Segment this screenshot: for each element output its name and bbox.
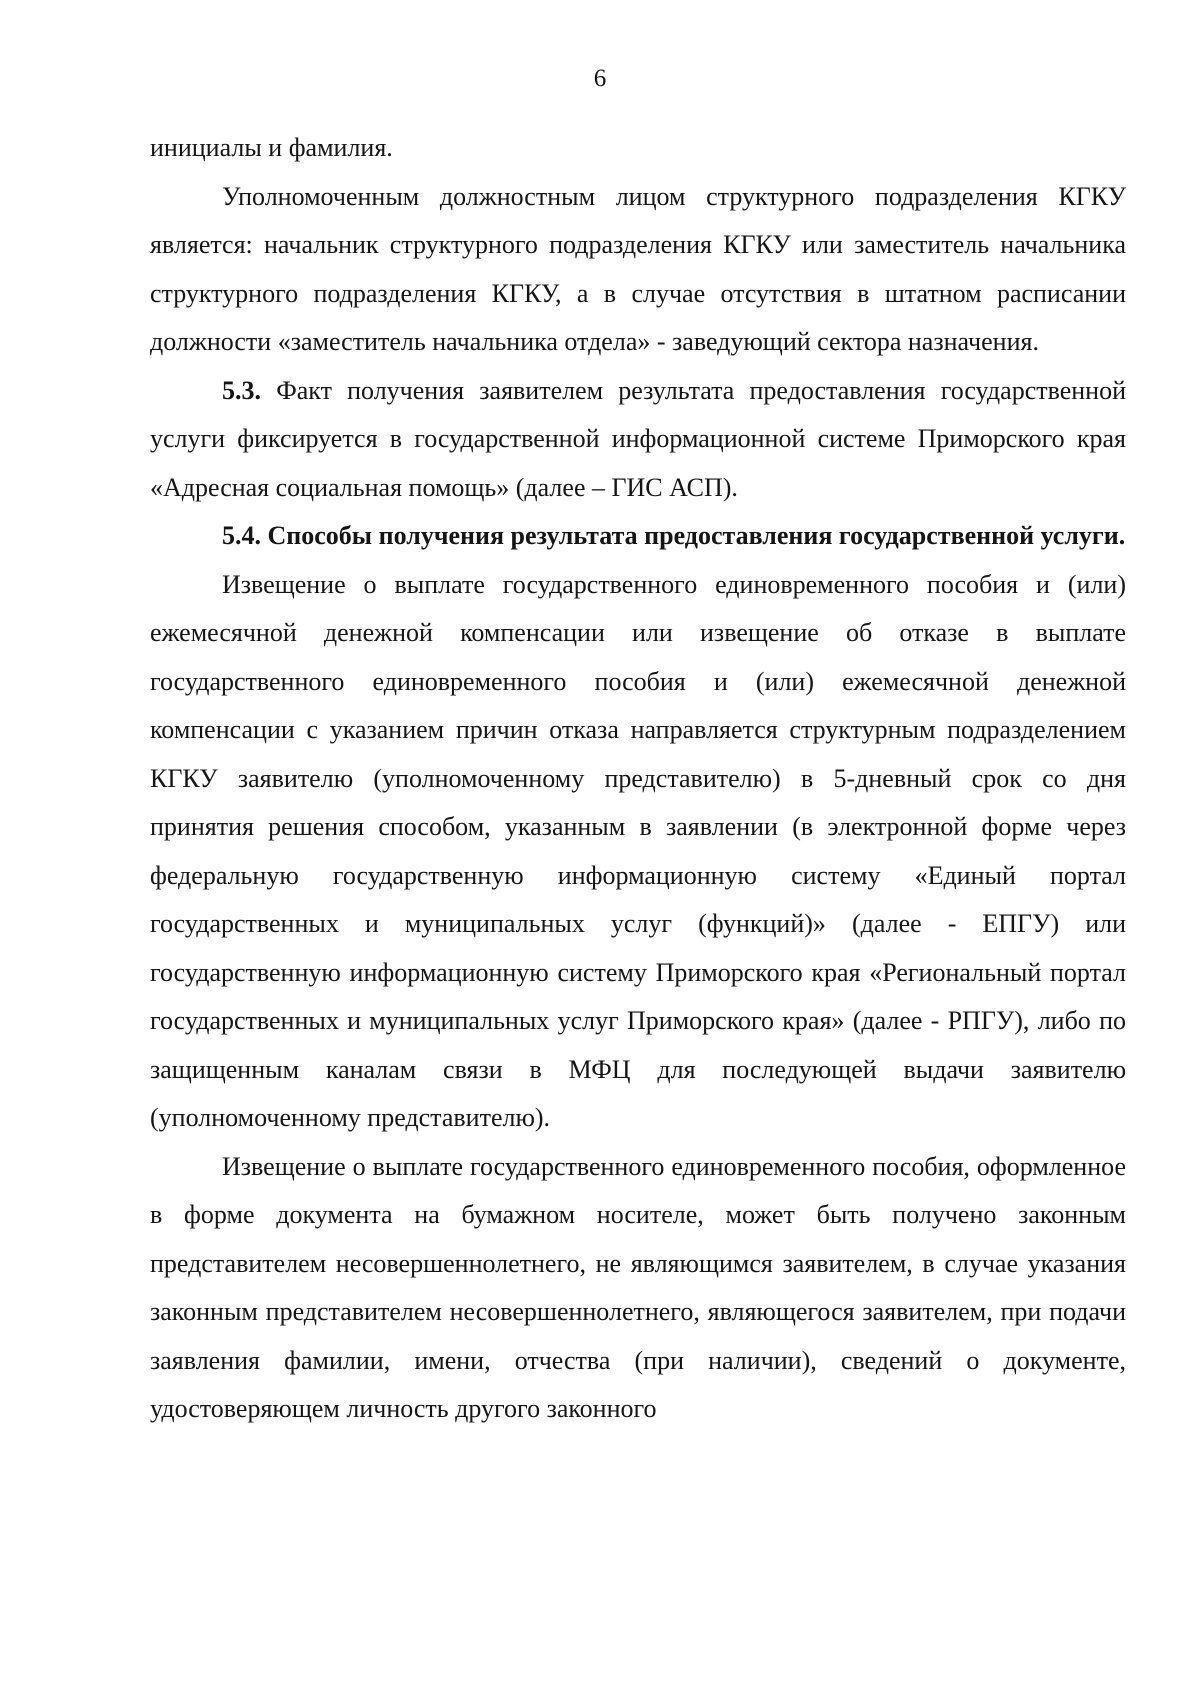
paragraph-notification-delivery: Извещение о выплате государственного единовременного пособия и (или) ежемесячной денежной компенсации или извещение об отказе в выплате государственного единовременного пособия и (или) ежемесячной денежной компенсации с указанием причин отказа направляется структурным подразделением КГКУ заявителю (уполномоченному представителю) в 5-дневный срок со дня принятия решения способом, указанным в заявлении (в электронной форме через федеральную государственную информационную систему «Единый портал государственных и муниципальных услуг (функций)» (далее - ЕПГУ) или государственную информационную систему Приморского края «Региональный портал государственных и муниципальных услуг Приморского края» (далее - РПГУ), либо по защищенным каналам связи в МФЦ для последующей выдачи заявителю (уполномоченному представителю). (150, 569, 1126, 1132)
paragraph-paper-notification: Извещение о выплате государственного единовременного пособия, оформленное в форме документа на бумажном носителе, может быть получено законным представителем несовершеннолетнего, не являющимся заявителем, в случае указания законным представителем несовершеннолетнего, являющегося заявителем, при подачи заявления фамилии, имени, отчества (при наличии), сведений о документе, удостоверяющем личность другого законного (150, 1151, 1126, 1423)
paragraph-5-3 (150, 367, 1126, 513)
paragraph-initials: инициалы и фамилия. (150, 133, 393, 162)
section-heading-5-4: 5.4. Способы получения результата предоставления государственной услуги. (222, 521, 1126, 550)
paragraph-5-3-text: Факт получения заявителем результата предоставления государственной услуги фиксируется в государственной информационной системе Приморского края «Адресная социальная помощь» (далее – ГИС АСП). (150, 375, 1126, 502)
document-body (150, 124, 1126, 1434)
page-number: 6 (593, 65, 607, 92)
section-number-5-3: 5.3. (222, 375, 261, 405)
paragraph-authorized-official: Уполномоченным должностным лицом структурного подразделения КГКУ является: начальник структурного подразделения КГКУ или заместитель начальника структурного подразделения КГКУ, а в случае отсутствия в штатном расписании должности «заместитель начальника отдела» - заведующий сектора назначения. (150, 181, 1126, 356)
